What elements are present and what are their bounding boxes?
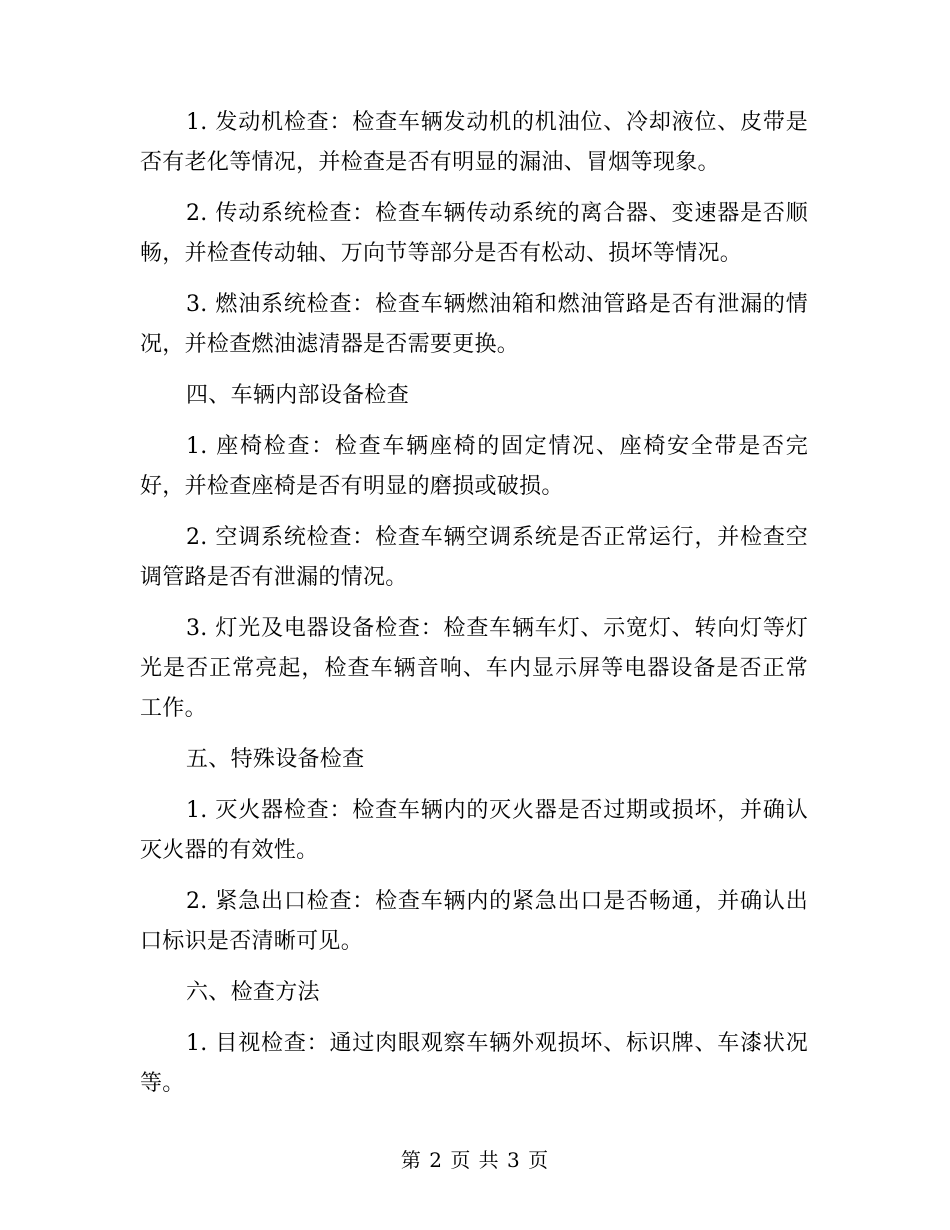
- paragraph-air-conditioning-check: 2. 空调系统检查：检查车辆空调系统是否正常运行，并检查空调管路是否有泄漏的情况。: [140, 525, 808, 590]
- paragraph-lights-electrical-check: 3. 灯光及电器设备检查：检查车辆车灯、示宽灯、转向灯等灯光是否正常亮起，检查车辆音响、车内显示屏等电器设备是否正常工作。: [140, 616, 808, 721]
- paragraph-fire-extinguisher-check: 1. 灭火器检查：检查车辆内的灭火器是否过期或损坏，并确认灭火器的有效性。: [140, 798, 808, 863]
- page-number-footer: 第 2 页 共 3 页: [400, 1148, 550, 1172]
- paragraph-engine-check: 1. 发动机检查：检查车辆发动机的机油位、冷却液位、皮带是否有老化等情况，并检查是否有明显的漏油、冒烟等现象。: [140, 110, 808, 175]
- paragraph-transmission-check: 2. 传动系统检查：检查车辆传动系统的离合器、变速器是否顺畅，并检查传动轴、万向节等部分是否有松动、损坏等情况。: [140, 201, 808, 266]
- paragraph-seat-check: 1. 座椅检查：检查车辆座椅的固定情况、座椅安全带是否完好，并检查座椅是否有明显的磨损或破损。: [140, 434, 808, 499]
- paragraph-visual-inspection: 1. 目视检查：通过肉眼观察车辆外观损坏、标识牌、车漆状况等。: [140, 1031, 808, 1096]
- paragraph-fuel-system-check: 3. 燃油系统检查：检查车辆燃油箱和燃油管路是否有泄漏的情况，并检查燃油滤清器是否需要更换。: [140, 292, 808, 357]
- document-body: [140, 103, 808, 1115]
- heading-inspection-methods: 六、检查方法: [186, 980, 320, 1005]
- heading-special-equipment: 五、特殊设备检查: [186, 747, 365, 772]
- heading-interior-equipment: 四、车辆内部设备检查: [186, 383, 410, 408]
- paragraph-emergency-exit-check: 2. 紧急出口检查：检查车辆内的紧急出口是否畅通，并确认出口标识是否清晰可见。: [140, 889, 808, 954]
